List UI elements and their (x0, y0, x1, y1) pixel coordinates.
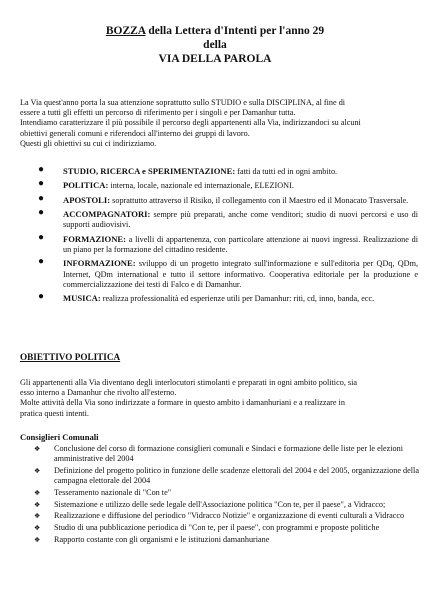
title-line-3: VIA DELLA PAROLA (158, 53, 272, 65)
objective-item (38, 166, 418, 177)
intro-line: essere a tutti gli effetti un percorso di riferimento per i singoli e per Damanhur tutta. (20, 108, 296, 118)
section-intro-line: Molte attività della Via sono indirizzate a formare in questo ambito i damanhuriani e a realizzare in (20, 398, 345, 408)
action-item: ❖ Tesseramento nazionale di "Con te" (30, 488, 422, 498)
section-intro (20, 378, 420, 419)
intro-line: La Via quest'anno porta la sua attenzione soprattutto sullo STUDIO e sulla DISCIPLINA, al fine di (20, 98, 346, 107)
objective-item (38, 180, 418, 191)
section-intro-line: esso interno a Damanhur che rivolto all'esterno. (20, 388, 177, 398)
action-item: ❖ Realizzazione e diffusione del periodico "Vidracco Notizie" e organizzazione di eventi culturali a Vidracco (30, 511, 422, 521)
objective-item (38, 293, 418, 304)
objective-text: sviluppo di un progetto integrato sull'informazione e sull'editoria per QDq, QDm, Internet, QDm international e tutto il settore informativo. Cooperativa editoriale per la produzione e commercializzazione dei testi di Falco e di Damanhur. (63, 259, 418, 289)
objective-item (38, 258, 418, 290)
section-intro-line: pratica questi intenti. (20, 408, 89, 418)
intro-line: Intendiamo caratterizzare il più possibile il percorso degli appartenenti alla Via, indirizzandoci su alcuni (20, 118, 361, 128)
objective-label: FORMAZIONE: (63, 233, 127, 244)
objectives-list (38, 166, 418, 308)
title-line-2: della (203, 39, 227, 51)
action-item: ❖ Studio di una pubblicazione periodica di "Con te, per il paese", con programmi e proposte politiche (30, 523, 422, 533)
title-rest: della Lettera d'Intenti per l'anno 29 (145, 25, 325, 37)
section-title: OBIETTIVO POLITICA (20, 352, 121, 362)
subsection-title: Consiglieri Comunali (20, 432, 99, 442)
objective-text: interna, locale, nazionale ed internazionale, ELEZIONI. (108, 181, 294, 191)
objective-label: POLITICA: (63, 180, 109, 191)
objective-text: sempre più preparati, anche come venditori; studio di nuovi percorsi e uso di supporti audiovisivi. (63, 210, 418, 230)
objective-text: soprattutto attraverso il Risiko, il collegamento con il Maestro ed il Monacato Trasversale. (110, 195, 409, 205)
objective-text: fatti da tutti ed in ogni ambito. (235, 167, 338, 176)
objective-label: STUDIO, RICERCA e SPERIMENTAZIONE: (63, 166, 236, 176)
action-item: ❖ Rapporto costante con gli organismi e le istituzioni damanhuriane (30, 535, 422, 545)
objective-item (38, 209, 418, 230)
objective-text: a livelli di appartenenza, con particolare attenzione ai nuovi ingressi. Realizzazione di un piano per la formazione del cittadino residente. (63, 234, 418, 254)
objective-label: INFORMAZIONE: (63, 258, 136, 269)
objective-label: ACCOMPAGNATORI: (63, 209, 151, 220)
title-draft-word: BOZZA (105, 25, 146, 37)
action-item: ❖ Conclusione del corso di formazione consiglieri comunali e Sindaci e formazione delle liste per le elezioni amministrative del 2004 (30, 444, 422, 464)
intro-line: Questi gli obiettivi su cui ci indirizziamo. (20, 138, 157, 148)
objective-item (38, 195, 418, 206)
objective-label: APOSTOLI: (63, 194, 111, 205)
action-item: ❖ Sistemazione e utilizzo delle sede legale dell'Associazione politica "Con te, per il paese", a Vidracco; (30, 500, 422, 510)
intro-line: obiettivi generali comuni e riferendoci all'interno dei gruppi di lavoro. (20, 128, 250, 138)
intro-paragraph (20, 98, 420, 149)
action-item: ❖ Definizione del progetto politico in funzione delle scadenze elettorali del 2004 e del 2005, organizzazione della campagna elettorale del 2004 (30, 466, 422, 486)
section-intro-line: Gli appartenenti alla Via diventano degli interlocutori stimolanti e preparati in ogni ambito politico, sia (20, 378, 358, 387)
objective-item (38, 234, 418, 255)
objective-text: realizza professionalità ed esperienze utili per Damanhur: riti, cd, inno, banda, ecc. (100, 294, 375, 304)
actions-list (30, 444, 422, 546)
objective-label: MUSICA: (63, 293, 101, 304)
document-title (0, 24, 430, 38)
